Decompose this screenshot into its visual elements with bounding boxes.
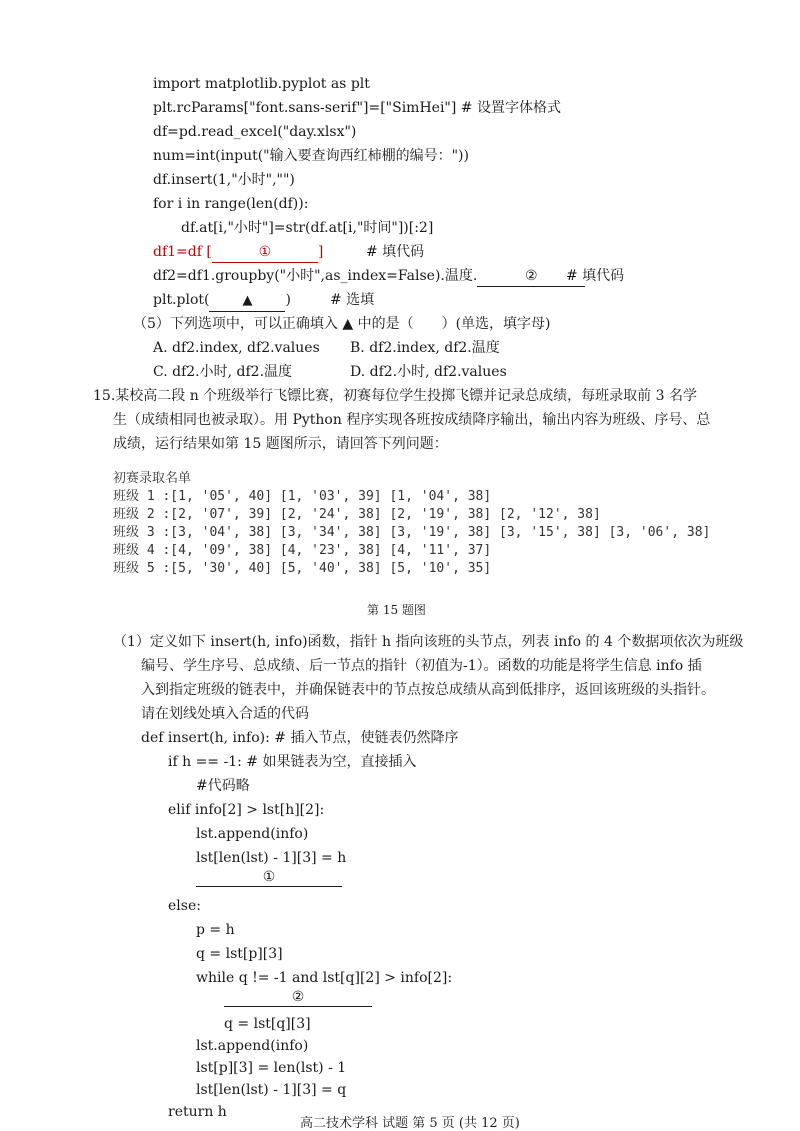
code-line: else:	[168, 898, 201, 914]
question-15-1-text: 请在划线处填入合适的代码	[141, 706, 309, 722]
code-comment: # 选填	[330, 292, 375, 308]
code-line: lst[len(lst) - 1][3] = h	[196, 850, 347, 866]
code-line: lst[p][3] = len(lst) - 1	[196, 1060, 347, 1076]
code-line: plt.rcParams["font.sans-serif"]=["SimHei"] # 设置字体格式	[153, 100, 561, 116]
code-text: df2=df1.groupby("小时",as_index=False).温度.	[153, 268, 478, 284]
fill-blank-triangle: ▲	[209, 291, 285, 312]
figure-caption: 第 15 题图	[367, 603, 426, 617]
code-line: #代码略	[196, 778, 250, 794]
question-15-text: 成绩，运行结果如第 15 题图所示，请回答下列问题：	[113, 436, 448, 452]
code-line: return h	[168, 1104, 227, 1120]
code-text: )	[285, 292, 291, 308]
question-15-1-text: 编号、学生序号、总成绩、后一节点的指针（初值为-1）。函数的功能是将学生信息 info 插	[141, 658, 702, 674]
output-row: 班级 3 :[3, '04', 38] [3, '34', 38] [3, '19', 38] [3, '15', 38] [3, '06', 38]	[113, 525, 711, 540]
code-line: num=int(input("输入要查询西红柿棚的编号："))	[153, 148, 469, 164]
output-row: 班级 1 :[1, '05', 40] [1, '03', 39] [1, '04', 38]	[113, 489, 492, 504]
code-line: def insert(h, info): # 插入节点，使链表仍然降序	[141, 730, 459, 746]
code-line: while q != -1 and lst[q][2] > info[2]:	[196, 970, 453, 986]
code-line: df.at[i,"小时"]=str(df.at[i,"时间"])[:2]	[181, 220, 434, 236]
option-b: B. df2.index, df2.温度	[350, 340, 500, 356]
question-15-text: 生（成绩相同也被录取）。用 Python 程序实现各班按成绩降序输出，输出内容为班级、序号、总	[113, 412, 711, 428]
fill-blank-1: ①	[196, 868, 342, 887]
fill-blank-2: ②	[224, 988, 372, 1007]
code-text: df1=df [	[153, 244, 212, 260]
code-line: lst.append(info)	[196, 826, 309, 842]
question-5-stem: （5）下列选项中，可以正确填入 ▲ 中的是（ ）(单选，填字母)	[133, 316, 551, 332]
page-footer: 高二技术学科 试题 第 5 页 (共 12 页)	[300, 1116, 520, 1131]
output-row: 班级 5 :[5, '30', 40] [5, '40', 38] [5, '10', 35]	[113, 561, 492, 576]
code-line: df=pd.read_excel("day.xlsx")	[153, 124, 357, 140]
option-d: D. df2.小时, df2.values	[350, 364, 507, 380]
code-line-blank-3	[153, 290, 291, 312]
code-line: q = lst[q][3]	[224, 1016, 311, 1032]
fill-blank-1: ①	[212, 242, 318, 263]
code-text: plt.plot(	[153, 292, 210, 308]
question-15-1-text: 入到指定班级的链表中，并确保链表中的节点按总成绩从高到低排序，返回该班级的头指针。	[141, 682, 715, 698]
output-row: 班级 2 :[2, '07', 39] [2, '24', 38] [2, '19', 38] [2, '12', 38]	[113, 507, 601, 522]
code-line: q = lst[p][3]	[196, 946, 283, 962]
code-line: import matplotlib.pyplot as plt	[153, 76, 370, 92]
option-c: C. df2.小时, df2.温度	[153, 364, 293, 380]
code-line: for i in range(len(df)):	[153, 196, 309, 212]
fill-blank-2: ②	[477, 266, 585, 287]
code-comment: # 填代码	[566, 268, 625, 284]
code-line: if h == -1: # 如果链表为空，直接插入	[168, 754, 417, 770]
option-a: A. df2.index, df2.values	[153, 340, 320, 356]
code-line: elif info[2] > lst[h][2]:	[168, 802, 325, 818]
code-line: df.insert(1,"小时","")	[153, 172, 295, 188]
code-line-blank-1	[153, 242, 323, 263]
output-row: 班级 4 :[4, '09', 38] [4, '23', 38] [4, '11', 37]	[113, 543, 492, 558]
code-line-blank-2	[153, 266, 585, 287]
code-line: p = h	[196, 922, 235, 938]
code-line: lst.append(info)	[196, 1038, 309, 1054]
code-line: lst[len(lst) - 1][3] = q	[196, 1082, 347, 1098]
output-title: 初赛录取名单	[113, 471, 192, 486]
code-comment: # 填代码	[366, 244, 425, 260]
question-15-1-text: （1）定义如下 insert(h, info)函数，指针 h 指向该班的头节点，列表 info 的 4 个数据项依次为班级	[113, 634, 744, 650]
question-15-text: 15.某校高二段 n 个班级举行飞镖比赛，初赛每位学生投掷飞镖并记录总成绩，每班录取前 3 名学	[93, 388, 697, 404]
code-text: ]	[317, 244, 324, 260]
